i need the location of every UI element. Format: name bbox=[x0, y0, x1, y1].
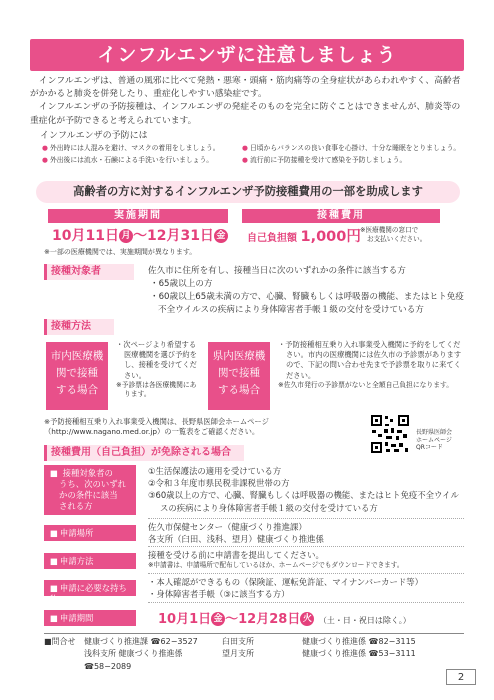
fee-amount: 1,000円 bbox=[300, 229, 361, 245]
deadline-start-day: 金 bbox=[211, 612, 225, 626]
period-end-day: 金 bbox=[214, 229, 228, 243]
contact-info bbox=[44, 633, 464, 673]
qr-caption bbox=[416, 429, 452, 452]
bring-label: ■ 申請に必要な持ち物 bbox=[44, 580, 136, 596]
network-note: ※予防接種相互乗り入れ事業受入機関は、長野県医師会ホームページ（http://www.nagano.med.or.jp）の一覧表をご確認ください。 bbox=[44, 417, 269, 437]
exemption-label-line: かの条件に該当 bbox=[59, 489, 118, 500]
contact-phone: ☎62−3527 bbox=[150, 637, 198, 646]
exemption-item: ③60歳以上の方で、心臓、腎臓もしくは呼吸器の機能、またはヒト免疫不全ウイルスの疾病により身体障害者手帳１級の交付を受けている方 bbox=[148, 490, 459, 513]
qr-caption-line: QRコード bbox=[416, 444, 443, 451]
method-city-label bbox=[46, 342, 108, 410]
contact-cell bbox=[84, 636, 222, 648]
method-city-desc-line: ・次ページより希望する医療機関を選び予約をし、接種を受けてください。 bbox=[116, 340, 197, 380]
deadline-start: 10月1日 bbox=[158, 612, 212, 627]
place-line: 佐久市保健センター（健康づくり推進課） bbox=[148, 522, 307, 532]
contact-office: 健康づくり推進課 bbox=[84, 637, 148, 646]
tip-item: ● 外出時には人混みを避け、マスクの着用をしましょう。 bbox=[42, 144, 242, 153]
target-heading: 接種対象者 bbox=[44, 264, 134, 280]
fee-value bbox=[247, 228, 361, 248]
bring-values bbox=[148, 576, 464, 600]
contact-phone: 健康づくり推進係 ☎58−2089 bbox=[84, 649, 183, 671]
method-city-label-line: する場合 bbox=[56, 383, 98, 396]
period-end: 〜12月31日 bbox=[132, 228, 214, 244]
contact-cell bbox=[84, 648, 222, 673]
place-label: ■ 申請場所 bbox=[44, 525, 136, 541]
period-value bbox=[52, 227, 228, 246]
contact-row bbox=[44, 636, 464, 648]
fee-note-line: ※医療機関の窓口で bbox=[360, 226, 419, 234]
place-values bbox=[148, 521, 464, 545]
qr-code-icon[interactable] bbox=[370, 414, 410, 454]
deadline-end-day: 火 bbox=[300, 612, 314, 626]
target-description bbox=[148, 265, 468, 317]
prevention-tips bbox=[42, 144, 462, 165]
qr-caption-line: ホームページ bbox=[416, 436, 452, 444]
target-line: ・60歳以上65歳未満の方で、心臓、腎臓もしくは呼吸器の機能、またはヒト免疫不全ウイルスの疾病により身体障害者手帳１級の交付を受けている方 bbox=[150, 291, 464, 315]
method-pref-desc bbox=[278, 340, 462, 390]
subsidy-heading: 高齢者の方に対するインフルエンザ予防接種費用の一部を助成します bbox=[36, 181, 460, 203]
divider bbox=[148, 518, 464, 519]
exemption-items bbox=[148, 465, 464, 514]
how-values bbox=[148, 549, 464, 571]
how-line: 接種を受ける前に申請書を提出してください。 bbox=[148, 550, 324, 560]
page-number: 2 bbox=[446, 669, 476, 685]
tip-item: ● 外出後には流水・石鹸による手洗いを行いましょう。 bbox=[42, 156, 242, 165]
bring-line: ・身体障害者手帳（③に該当する方） bbox=[148, 589, 290, 600]
contact-cell: 臼田支所 bbox=[222, 637, 254, 646]
divider bbox=[148, 573, 464, 574]
period-start: 10月11日 bbox=[52, 228, 119, 244]
exemption-item: ①生活保護法の適用を受けている方 bbox=[148, 466, 282, 476]
deadline-note: （土・日・祝日は除く。） bbox=[318, 616, 411, 625]
contact-row bbox=[44, 648, 464, 673]
how-line: ※申請書は、申請場所で配布しているほか、ホームページでもダウンロードできます。 bbox=[148, 561, 404, 570]
method-pref-note: ※佐久市発行の予診票がないと全額自己負担になります。 bbox=[278, 380, 454, 389]
contact-cell: 健康づくり推進係 ☎53−3111 bbox=[302, 649, 416, 659]
tip-item: ● 流行前に予防接種を受けて感染を予防しましょう。 bbox=[242, 156, 462, 165]
period-label: 実施期間 bbox=[48, 209, 228, 223]
contact-spacer bbox=[44, 648, 84, 673]
deadline-end: 〜12月28日 bbox=[225, 612, 301, 627]
qr-caption-line: 長野県医師会 bbox=[416, 429, 453, 436]
contact-office: 浅科支所 bbox=[84, 649, 116, 659]
deadline-value bbox=[158, 611, 411, 629]
exemption-label-line: 接種対象者の bbox=[62, 468, 113, 478]
place-line: 各支所（臼田、浅科、望月）健康づくり推進係 bbox=[148, 534, 324, 545]
divider bbox=[148, 546, 464, 547]
method-city-desc bbox=[116, 340, 200, 400]
intro-paragraph-2: インフルエンザの予防接種は、インフルエンザの発症そのものを完全に防ぐことはできませんが、肺炎等の重症化が予防できると考えられています。 bbox=[30, 102, 461, 126]
bring-line: ・本人確認ができるもの（保険証、運転免許証、マイナンバーカード等） bbox=[148, 577, 424, 587]
method-pref-label bbox=[208, 342, 270, 410]
method-city-label-line: 関で接種 bbox=[56, 366, 98, 379]
method-city-note: ※予診票は各医療機関にあります。 bbox=[116, 380, 197, 399]
contact-cell: 望月支所 bbox=[222, 649, 254, 659]
fee-label: 接種費用 bbox=[242, 209, 440, 223]
period-start-day: 月 bbox=[119, 229, 133, 243]
exemption-heading: 接種費用（自己負担）が免除される場合 bbox=[44, 445, 244, 461]
exemption-label-line: うち、次のいずれ bbox=[59, 478, 126, 489]
method-pref-label-line: 関で接種 bbox=[218, 366, 260, 379]
method-heading: 接種方法 bbox=[44, 319, 114, 335]
period-note: ※一部の医療機関では、実施期間が異なります。 bbox=[44, 248, 197, 256]
tip-item: ● 日頃からバランスの良い食事を心掛け、十分な睡眠をとりましょう。 bbox=[242, 144, 462, 153]
exemption-label-line: される方 bbox=[59, 500, 93, 511]
divider bbox=[148, 602, 464, 603]
page-title: インフルエンザに注意しましょう bbox=[30, 39, 464, 71]
fee-note-line: お支払いください。 bbox=[367, 234, 427, 243]
fee-note bbox=[360, 226, 426, 243]
method-pref-desc-line: ・予防接種相互乗り入れ事業受入機関に予約をしてください。市内の医療機関には佐久市の予診票がありますので、下記の問い合わせ先まで予診票を取りに来てください。 bbox=[278, 340, 462, 380]
target-line: ・65歳以上の方 bbox=[150, 278, 213, 289]
intro-paragraph-1: インフルエンザは、普通の風邪に比べて発熱・悪寒・頭痛・筋肉痛等の全身症状があらわれやすく、高齢者がかかると肺炎を併発したり、重症化しやすい感染症です。 bbox=[30, 76, 461, 100]
contact-heading: ■問合せ bbox=[44, 637, 76, 646]
contact-cell: 健康づくり推進係 ☎82−3115 bbox=[302, 637, 416, 646]
how-label: ■ 申請方法 bbox=[44, 553, 136, 569]
target-line: 佐久市に住所を有し、接種当日に次のいずれかの条件に該当する方 bbox=[148, 266, 406, 276]
method-pref-label-line: 県内医療機 bbox=[212, 350, 266, 362]
deadline-label: ■ 申請期間 bbox=[44, 610, 136, 626]
method-pref-label-line: する場合 bbox=[218, 383, 260, 396]
exemption-label bbox=[44, 465, 136, 515]
fee-prefix: 自己負担額 bbox=[247, 233, 297, 244]
exemption-item: ②令和３年度市県民税非課税世帯の方 bbox=[148, 478, 290, 489]
intro-text bbox=[30, 75, 468, 128]
prevention-title: インフルエンザの予防には bbox=[40, 131, 148, 141]
method-city-label-line: 市内医療機 bbox=[50, 350, 104, 362]
